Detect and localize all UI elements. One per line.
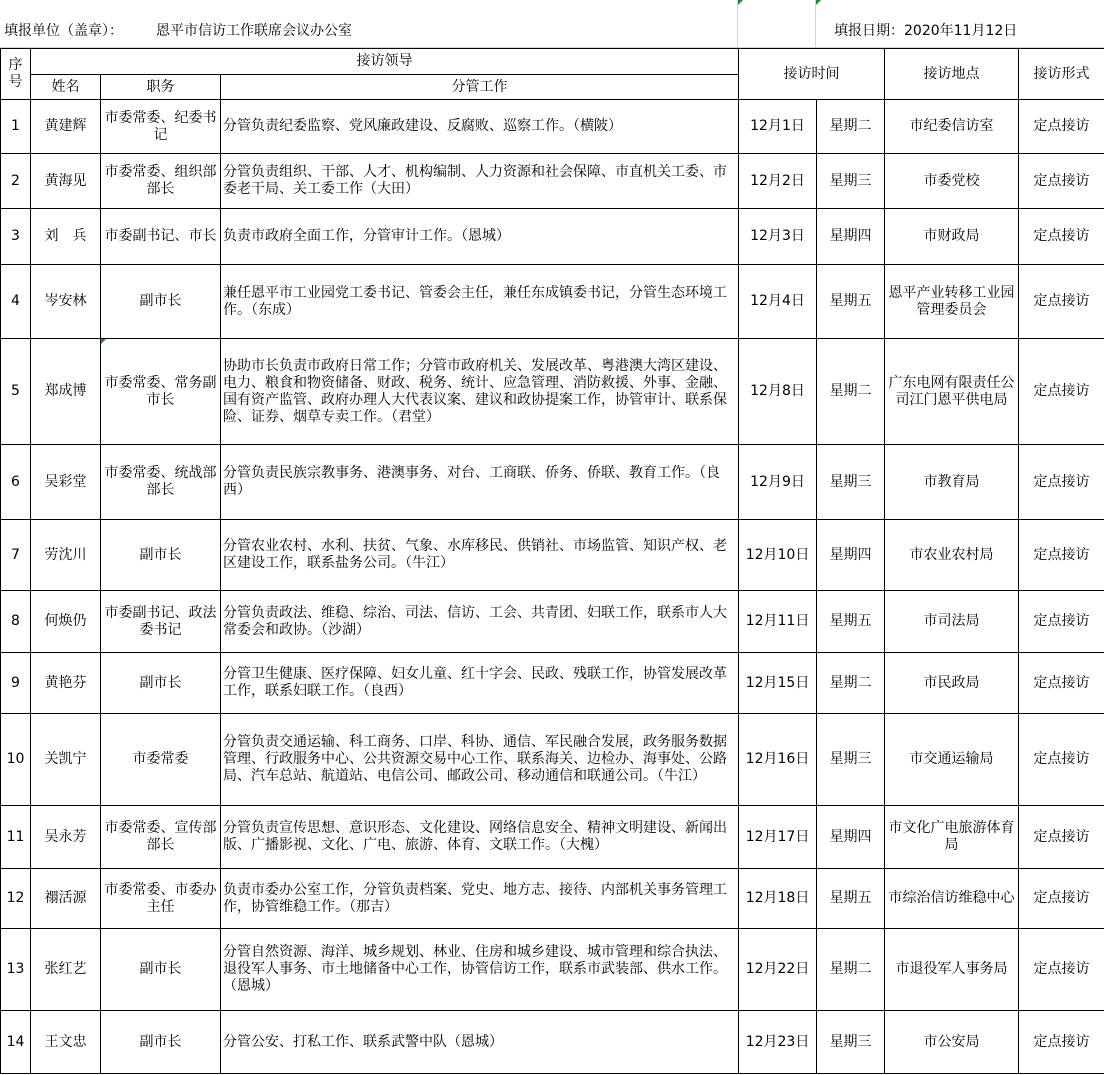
row-weekday[interactable]: 星期四 (817, 520, 885, 591)
row-form[interactable]: 定点接访 (1019, 445, 1104, 520)
row-position[interactable]: 市委常委、组织部部长 (101, 154, 221, 209)
row-place[interactable]: 市农业农村局 (885, 520, 1019, 591)
header-place[interactable]: 接访地点 (885, 49, 1019, 100)
row-date[interactable]: 12月2日 (739, 154, 817, 209)
row-place[interactable]: 市退役军人事务局 (885, 929, 1019, 1011)
row-weekday[interactable]: 星期四 (817, 806, 885, 869)
row-weekday[interactable]: 星期五 (817, 265, 885, 339)
header-time[interactable]: 接访时间 (739, 49, 885, 100)
row-form[interactable]: 定点接访 (1019, 520, 1104, 591)
row-seq[interactable]: 7 (1, 520, 31, 591)
row-date[interactable]: 12月22日 (739, 929, 817, 1011)
row-weekday[interactable]: 星期二 (817, 929, 885, 1011)
row-date[interactable]: 12月11日 (739, 591, 817, 653)
row-weekday[interactable]: 星期二 (817, 100, 885, 154)
row-weekday[interactable]: 星期三 (817, 714, 885, 806)
row-form[interactable]: 定点接访 (1019, 806, 1104, 869)
row-position[interactable]: 市委副书记、市长 (101, 209, 221, 265)
table-row (1, 929, 1104, 1011)
table-row (1, 100, 1104, 154)
row-duties[interactable]: 分管负责民族宗教事务、港澳事务、对台、工商联、侨务、侨联、教育工作。（良西） (221, 445, 739, 520)
row-position[interactable]: 市委常委、统战部部长 (101, 445, 221, 520)
unit-name: 恩平市信访工作联席会议办公室 (156, 23, 352, 39)
grid-line (737, 0, 738, 48)
row-seq[interactable]: 10 (1, 714, 31, 806)
row-form[interactable]: 定点接访 (1019, 265, 1104, 339)
row-place[interactable]: 市教育局 (885, 445, 1019, 520)
row-form[interactable]: 定点接访 (1019, 714, 1104, 806)
row-name[interactable]: 黄海见 (31, 154, 101, 209)
row-name[interactable]: 吴彩堂 (31, 445, 101, 520)
header-name[interactable]: 姓名 (31, 75, 101, 100)
header-duties[interactable]: 分管工作 (221, 75, 739, 100)
row-position[interactable]: 市委常委、纪委书记 (101, 100, 221, 154)
row-date[interactable]: 12月15日 (739, 653, 817, 714)
row-seq[interactable]: 13 (1, 929, 31, 1011)
row-name[interactable]: 劳沈川 (31, 520, 101, 591)
row-form[interactable]: 定点接访 (1019, 339, 1104, 445)
unit-label: 填报单位（盖章）： (4, 23, 123, 39)
row-position[interactable]: 副市长 (101, 929, 221, 1011)
row-position[interactable]: 副市长 (101, 265, 221, 339)
row-seq[interactable]: 8 (1, 591, 31, 653)
row-seq[interactable]: 6 (1, 445, 31, 520)
row-position[interactable]: 市委常委 (101, 714, 221, 806)
row-duties[interactable]: 分管自然资源、海洋、城乡规划、林业、住房和城乡建设、城市管理和综合执法、退役军人事务、市土地储备中心工作，协管信访工作，联系市武装部、供水工作。（恩城） (221, 929, 739, 1011)
row-position[interactable]: 市委常委、常务副市长 (101, 339, 221, 445)
row-place[interactable]: 市财政局 (885, 209, 1019, 265)
row-name[interactable]: 何焕仍 (31, 591, 101, 653)
row-form[interactable]: 定点接访 (1019, 1011, 1104, 1074)
row-name[interactable]: 王文忠 (31, 1011, 101, 1074)
report-header (0, 0, 1104, 48)
row-weekday[interactable]: 星期五 (817, 869, 885, 929)
grid-line (815, 0, 816, 48)
table-row (1, 445, 1104, 520)
row-seq[interactable]: 3 (1, 209, 31, 265)
row-place[interactable]: 市文化广电旅游体育局 (885, 806, 1019, 869)
table-row (1, 869, 1104, 929)
row-duties[interactable]: 分管负责宣传思想、意识形态、文化建设、网络信息安全、精神文明建设、新闻出版、广播影视、文化、广电、旅游、体育、文联工作。（大槐） (221, 806, 739, 869)
row-weekday[interactable]: 星期四 (817, 209, 885, 265)
table-row (1, 714, 1104, 806)
row-name[interactable]: 黄艳芬 (31, 653, 101, 714)
row-name[interactable]: 张红艺 (31, 929, 101, 1011)
table-row (1, 520, 1104, 591)
row-form[interactable]: 定点接访 (1019, 154, 1104, 209)
row-seq[interactable]: 1 (1, 100, 31, 154)
row-duties[interactable]: 分管负责交通运输、科工商务、口岸、科协、通信、军民融合发展，政务服务数据管理、行政服务中心、公共资源交易中心工作、联系海关、边检办、海事处、公路局、汽车总站、航道站、电信公司、邮政公司、移动通信和联通公司。（牛江） (221, 714, 739, 806)
reception-schedule-table (0, 48, 1104, 1074)
row-seq[interactable]: 11 (1, 806, 31, 869)
cell-comment-marker (101, 339, 106, 344)
header-form[interactable]: 接访形式 (1019, 49, 1104, 100)
row-name[interactable]: 岑安林 (31, 265, 101, 339)
row-place[interactable]: 广东电网有限责任公司江门恩平供电局 (885, 339, 1019, 445)
row-weekday[interactable]: 星期三 (817, 154, 885, 209)
cell-comment-marker (738, 0, 743, 5)
row-date[interactable]: 12月23日 (739, 1011, 817, 1074)
row-place[interactable]: 市纪委信访室 (885, 100, 1019, 154)
row-position[interactable]: 副市长 (101, 653, 221, 714)
row-form[interactable]: 定点接访 (1019, 209, 1104, 265)
row-seq[interactable]: 4 (1, 265, 31, 339)
row-seq[interactable]: 5 (1, 339, 31, 445)
table-row (1, 265, 1104, 339)
report-date: 填报日期：2020年11月12日 (834, 23, 1018, 39)
table-row (1, 1011, 1104, 1074)
row-weekday[interactable]: 星期三 (817, 1011, 885, 1074)
row-seq[interactable]: 9 (1, 653, 31, 714)
row-place[interactable]: 市司法局 (885, 591, 1019, 653)
row-name[interactable]: 吴永芳 (31, 806, 101, 869)
row-name[interactable]: 禤活源 (31, 869, 101, 929)
row-seq[interactable]: 12 (1, 869, 31, 929)
row-place[interactable]: 市综治信访维稳中心 (885, 869, 1019, 929)
row-date[interactable]: 12月10日 (739, 520, 817, 591)
table-row (1, 339, 1104, 445)
row-name[interactable]: 刘 兵 (31, 209, 101, 265)
row-duties[interactable]: 负责市委办公室工作，分管负责档案、党史、地方志、接待、内部机关事务管理工作，协管维稳工作。（那吉） (221, 869, 739, 929)
row-duties[interactable]: 分管负责组织、干部、人才、机构编制、人力资源和社会保障、市直机关工委、市委老干局、关工委工作（大田） (221, 154, 739, 209)
row-position[interactable]: 市委副书记、政法委书记 (101, 591, 221, 653)
row-place[interactable]: 市委党校 (885, 154, 1019, 209)
row-place[interactable]: 市民政局 (885, 653, 1019, 714)
row-date[interactable]: 12月8日 (739, 339, 817, 445)
row-date[interactable]: 12月17日 (739, 806, 817, 869)
row-place[interactable]: 恩平产业转移工业园管理委员会 (885, 265, 1019, 339)
header-seq[interactable]: 序号 (1, 49, 31, 100)
row-weekday[interactable]: 星期二 (817, 653, 885, 714)
row-date[interactable]: 12月9日 (739, 445, 817, 520)
row-form[interactable]: 定点接访 (1019, 100, 1104, 154)
row-form[interactable]: 定点接访 (1019, 591, 1104, 653)
header-position[interactable]: 职务 (101, 75, 221, 100)
row-date[interactable]: 12月18日 (739, 869, 817, 929)
row-position[interactable]: 市委常委、宣传部部长 (101, 806, 221, 869)
row-form[interactable]: 定点接访 (1019, 869, 1104, 929)
cell-comment-marker (816, 0, 821, 5)
row-date[interactable]: 12月1日 (739, 100, 817, 154)
row-name[interactable]: 关凯宁 (31, 714, 101, 806)
row-date[interactable]: 12月4日 (739, 265, 817, 339)
row-date[interactable]: 12月3日 (739, 209, 817, 265)
table-row (1, 806, 1104, 869)
row-seq[interactable]: 2 (1, 154, 31, 209)
row-duties[interactable]: 分管卫生健康、医疗保障、妇女儿童、红十字会、民政、残联工作，协管发展改革工作，联系妇联工作。（良西） (221, 653, 739, 714)
row-form[interactable]: 定点接访 (1019, 653, 1104, 714)
row-duties[interactable]: 分管公安、打私工作、联系武警中队（恩城） (221, 1011, 739, 1074)
row-weekday[interactable]: 星期五 (817, 591, 885, 653)
row-place[interactable]: 市公安局 (885, 1011, 1019, 1074)
row-name[interactable]: 黄建辉 (31, 100, 101, 154)
row-date[interactable]: 12月16日 (739, 714, 817, 806)
row-place[interactable]: 市交通运输局 (885, 714, 1019, 806)
table-row (1, 154, 1104, 209)
table-row (1, 653, 1104, 714)
row-duties[interactable]: 分管农业农村、水利、扶贫、气象、水库移民、供销社、市场监管、知识产权、老区建设工作，联系盐务公司。（牛江） (221, 520, 739, 591)
row-position[interactable]: 市委常委、市委办主任 (101, 869, 221, 929)
header-leader-group[interactable]: 接访领导 (31, 49, 739, 75)
row-weekday[interactable]: 星期二 (817, 339, 885, 445)
table-row (1, 591, 1104, 653)
table-row (1, 209, 1104, 265)
row-duties[interactable]: 负责市政府全面工作，分管审计工作。（恩城） (221, 209, 739, 265)
row-duties[interactable]: 兼任恩平市工业园党工委书记、管委会主任，兼任东成镇委书记，分管生态环境工作。（东成） (221, 265, 739, 339)
row-position[interactable]: 副市长 (101, 1011, 221, 1074)
row-duties[interactable]: 分管负责纪委监察、党风廉政建设、反腐败、巡察工作。（横陂） (221, 100, 739, 154)
row-position[interactable]: 副市长 (101, 520, 221, 591)
row-name[interactable]: 郑成博 (31, 339, 101, 445)
row-weekday[interactable]: 星期三 (817, 445, 885, 520)
row-duties[interactable]: 协助市长负责市政府日常工作；分管市政府机关、发展改革、粤港澳大湾区建设、电力、粮食和物资储备、财政、税务、统计、应急管理、消防救援、外事、金融、国有资产监管、政府办理人大代表议案、建议和政协提案工作，协管审计、联系保险、证券、烟草专卖工作。（君堂） (221, 339, 739, 445)
row-form[interactable]: 定点接访 (1019, 929, 1104, 1011)
row-seq[interactable]: 14 (1, 1011, 31, 1074)
row-duties[interactable]: 分管负责政法、维稳、综治、司法、信访、工会、共青团、妇联工作，联系市人大常委会和政协。（沙湖） (221, 591, 739, 653)
